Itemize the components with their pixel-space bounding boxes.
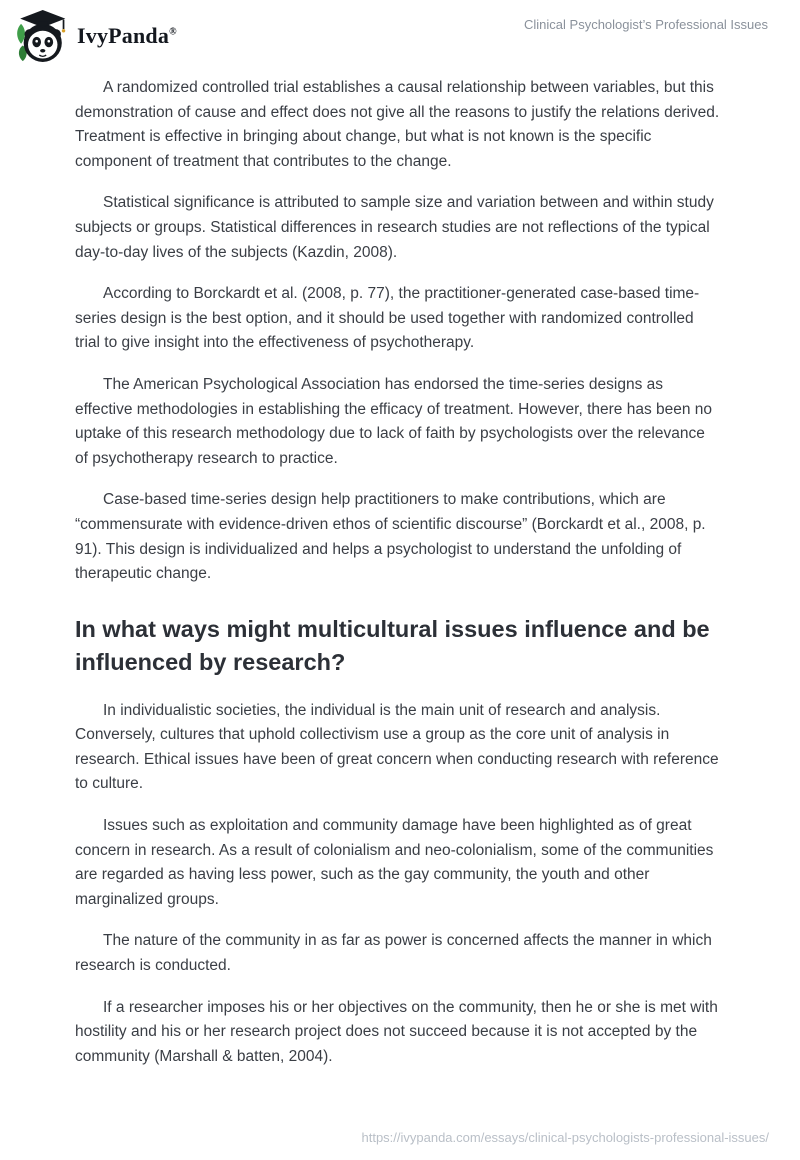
registered-trademark-symbol: ® [169,26,177,38]
brand [15,8,177,64]
essay-paragraph: Case-based time-series design help practitioners to make contributions, which are “commensurate with evidence-driven ethos of scientific discourse” (Borckardt et al., 2008, p. 91). This design is individualized and helps a psychologist to understand the unfolding of therapeutic change. [75,491,706,583]
essay-paragraph: According to Borckardt et al. (2008, p. 77), the practitioner-generated case-based time-series design is the best option, and it should be used together with randomized controlled trial to give insight into the effectiveness of psychotherapy. [75,285,700,352]
essay-paragraph: Statistical significance is attributed to sample size and variation between and within study subjects or groups. Statistical differences in research studies are not reflections of the typical day-to-day lives of the subjects (Kazdin, 2008). [75,194,714,261]
section-heading: In what ways might multicultural issues influence and be influenced by research? [75,615,710,675]
essay-paragraph: The American Psychological Association has endorsed the time-series designs as effective methodologies in establishing the efficacy of treatment. However, there has been no uptake of this research methodology due to lack of faith by psychologists over the relevance of psychotherapy research to practice. [75,375,713,467]
essay-paragraph: In individualistic societies, the individual is the main unit of research and analysis. Conversely, cultures that uphold collectivism use a group as the core unit of analysis in research. Ethical issues have been of great concern when conducting research with reference to culture. [75,701,719,793]
page-header [0,0,800,68]
essay-paragraph: The nature of the community in as far as power is concerned affects the manner in which research is conducted. [75,932,712,975]
document-title: Clinical Psychologist’s Professional Issues [524,17,768,32]
essay-body [0,68,800,1069]
ivypanda-panda-logo-icon [15,8,67,64]
source-url: https://ivypanda.com/essays/clinical-psychologists-professional-issues/ [361,1130,769,1145]
essay-paragraph: Issues such as exploitation and community damage have been highlighted as of great concern in research. As a result of colonialism and neo-colonialism, some of the communities are regarded as having less power, such as the gay community, the youth and other marginalized groups. [75,817,714,908]
brand-name: IvyPanda® [77,23,177,48]
essay-paragraph: A randomized controlled trial establishes a causal relationship between variables, but this demonstration of cause and effect does not give all the reasons to justify the relations derived. Treatment is effective in bringing about change, but what is not known is the specific component of treatment that contributes to the change. [75,79,720,170]
essay-paragraph: If a researcher imposes his or her objectives on the community, then he or she is met with hostility and his or her research project does not succeed because it is not accepted by the community (Marshall & batten, 2004). [75,998,718,1065]
